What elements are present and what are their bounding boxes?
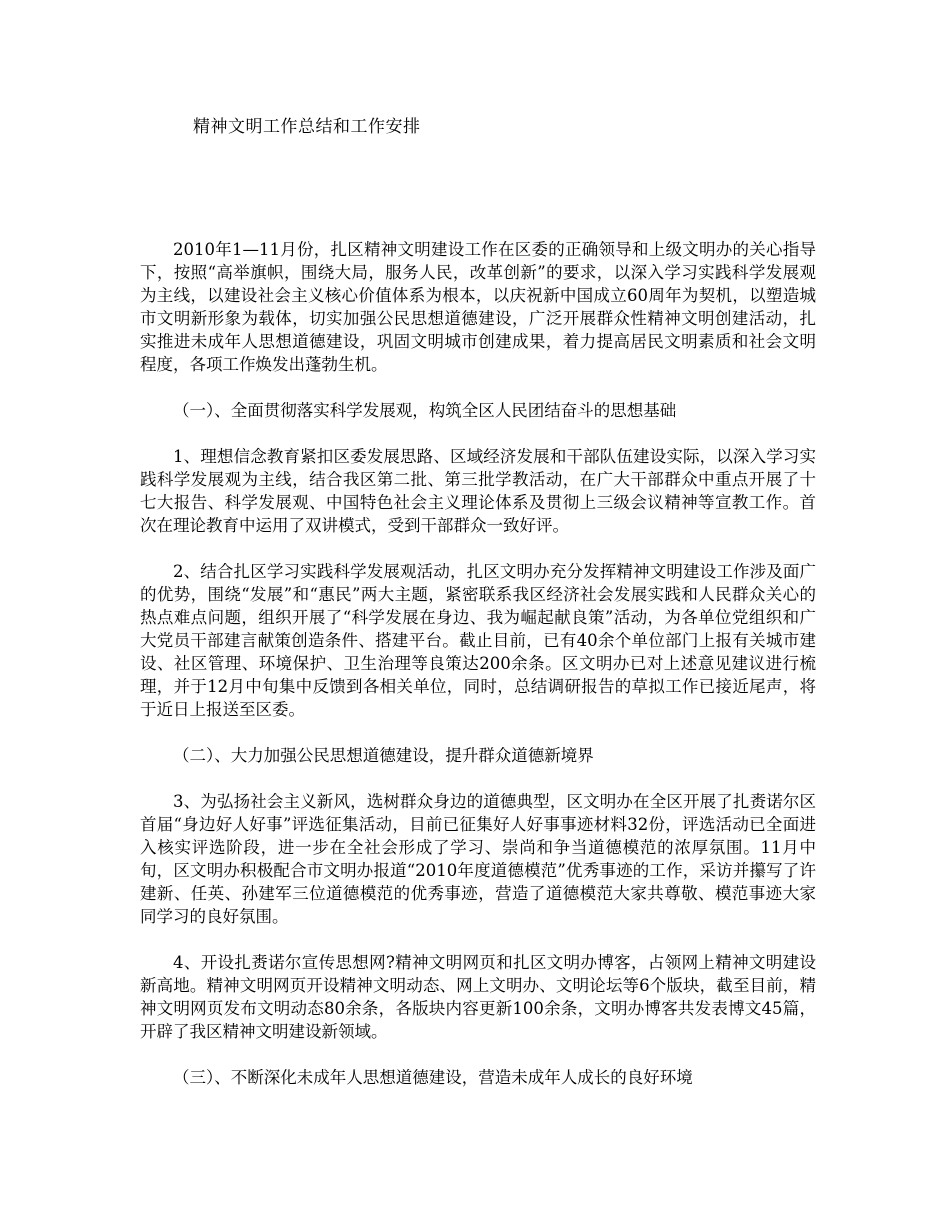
document-body (140, 238, 816, 1112)
document-title: 精神文明工作总结和工作安排 (193, 117, 421, 137)
section-heading-3: （三）、不断深化未成年人思想道德建设，营造未成年人成长的良好环境 (173, 1068, 693, 1087)
section-heading-2: （二）、大力加强公民思想道德建设，提升群众道德新境界 (173, 746, 594, 765)
paragraph-item-4: 4、开设扎赉诺尔宣传思想网?精神文明网页和扎区文明办博客，占领网上精神文明建设新高地。精神文明网页开设精神文明动态、网上文明办、文明论坛等6个版块，截至目前，精神文明网页发布文明动态80余条，各版块内容更新100余条，文明办博客共发表博文45篇，开辟了我区精神文明建设新领域。 (140, 953, 816, 1041)
paragraph-item-1: 1、理想信念教育紧扣区委发展思路、区域经济发展和干部队伍建设实际，以深入学习实践科学发展观为主线，结合我区第二批、第三批学教活动，在广大干部群众中重点开展了十七大报告、科学发展观、中国特色社会主义理论体系及贯彻上三级会议精神等宣教工作。首次在理论教育中运用了双讲模式，受到干部群众一致好评。 (140, 447, 816, 535)
paragraph-item-2: 2、结合扎区学习实践科学发展观活动，扎区文明办充分发挥精神文明建设工作涉及面广的优势，围绕“发展”和“惠民”两大主题，紧密联系我区经济社会发展实践和人民群众关心的热点难点问题，组织开展了“科学发展在身边、我为崛起献良策”活动，为各单位党组织和广大党员干部建言献策创造条件、搭建平台。截止目前，已有40余个单位部门上报有关城市建设、社区管理、环境保护、卫生治理等良策达200余条。区文明办已对上述意见建议进行梳理，并于12月中旬集中反馈到各相关单位，同时，总结调研报告的草拟工作已接近尾声，将于近日上报送至区委。 (140, 562, 816, 719)
paragraph-intro: 2010年1—11月份，扎区精神文明建设工作在区委的正确领导和上级文明办的关心指导下，按照“高举旗帜，围绕大局，服务人民，改革创新”的要求，以深入学习实践科学发展观为主线，以建设社会主义核心价值体系为根本，以庆祝新中国成立60周年为契机，以塑造城市文明新形象为载体，切实加强公民思想道德建设，广泛开展群众性精神文明创建活动，扎实推进未成年人思想道德建设，巩固文明城市创建成果，着力提高居民文明素质和社会文明程度，各项工作焕发出蓬勃生机。 (140, 240, 816, 374)
paragraph-item-3: 3、为弘扬社会主义新风，选树群众身边的道德典型，区文明办在全区开展了扎赉诺尔区首届“身边好人好事”评选征集活动，目前已征集好人好事事迹材料32份，评选活动已全面进入核实评选阶段，进一步在全社会形成了学习、崇尚和争当道德模范的浓厚氛围。11月中旬，区文明办积极配合市文明办报道“2010年度道德模范”优秀事迹的工作，采访并攥写了许建新、任英、孙建军三位道德模范的优秀事迹，营造了道德模范大家共尊敬、模范事迹大家同学习的良好氛围。 (140, 792, 816, 926)
section-heading-1: （一）、全面贯彻落实科学发展观，构筑全区人民团结奋斗的思想基础 (173, 401, 677, 420)
